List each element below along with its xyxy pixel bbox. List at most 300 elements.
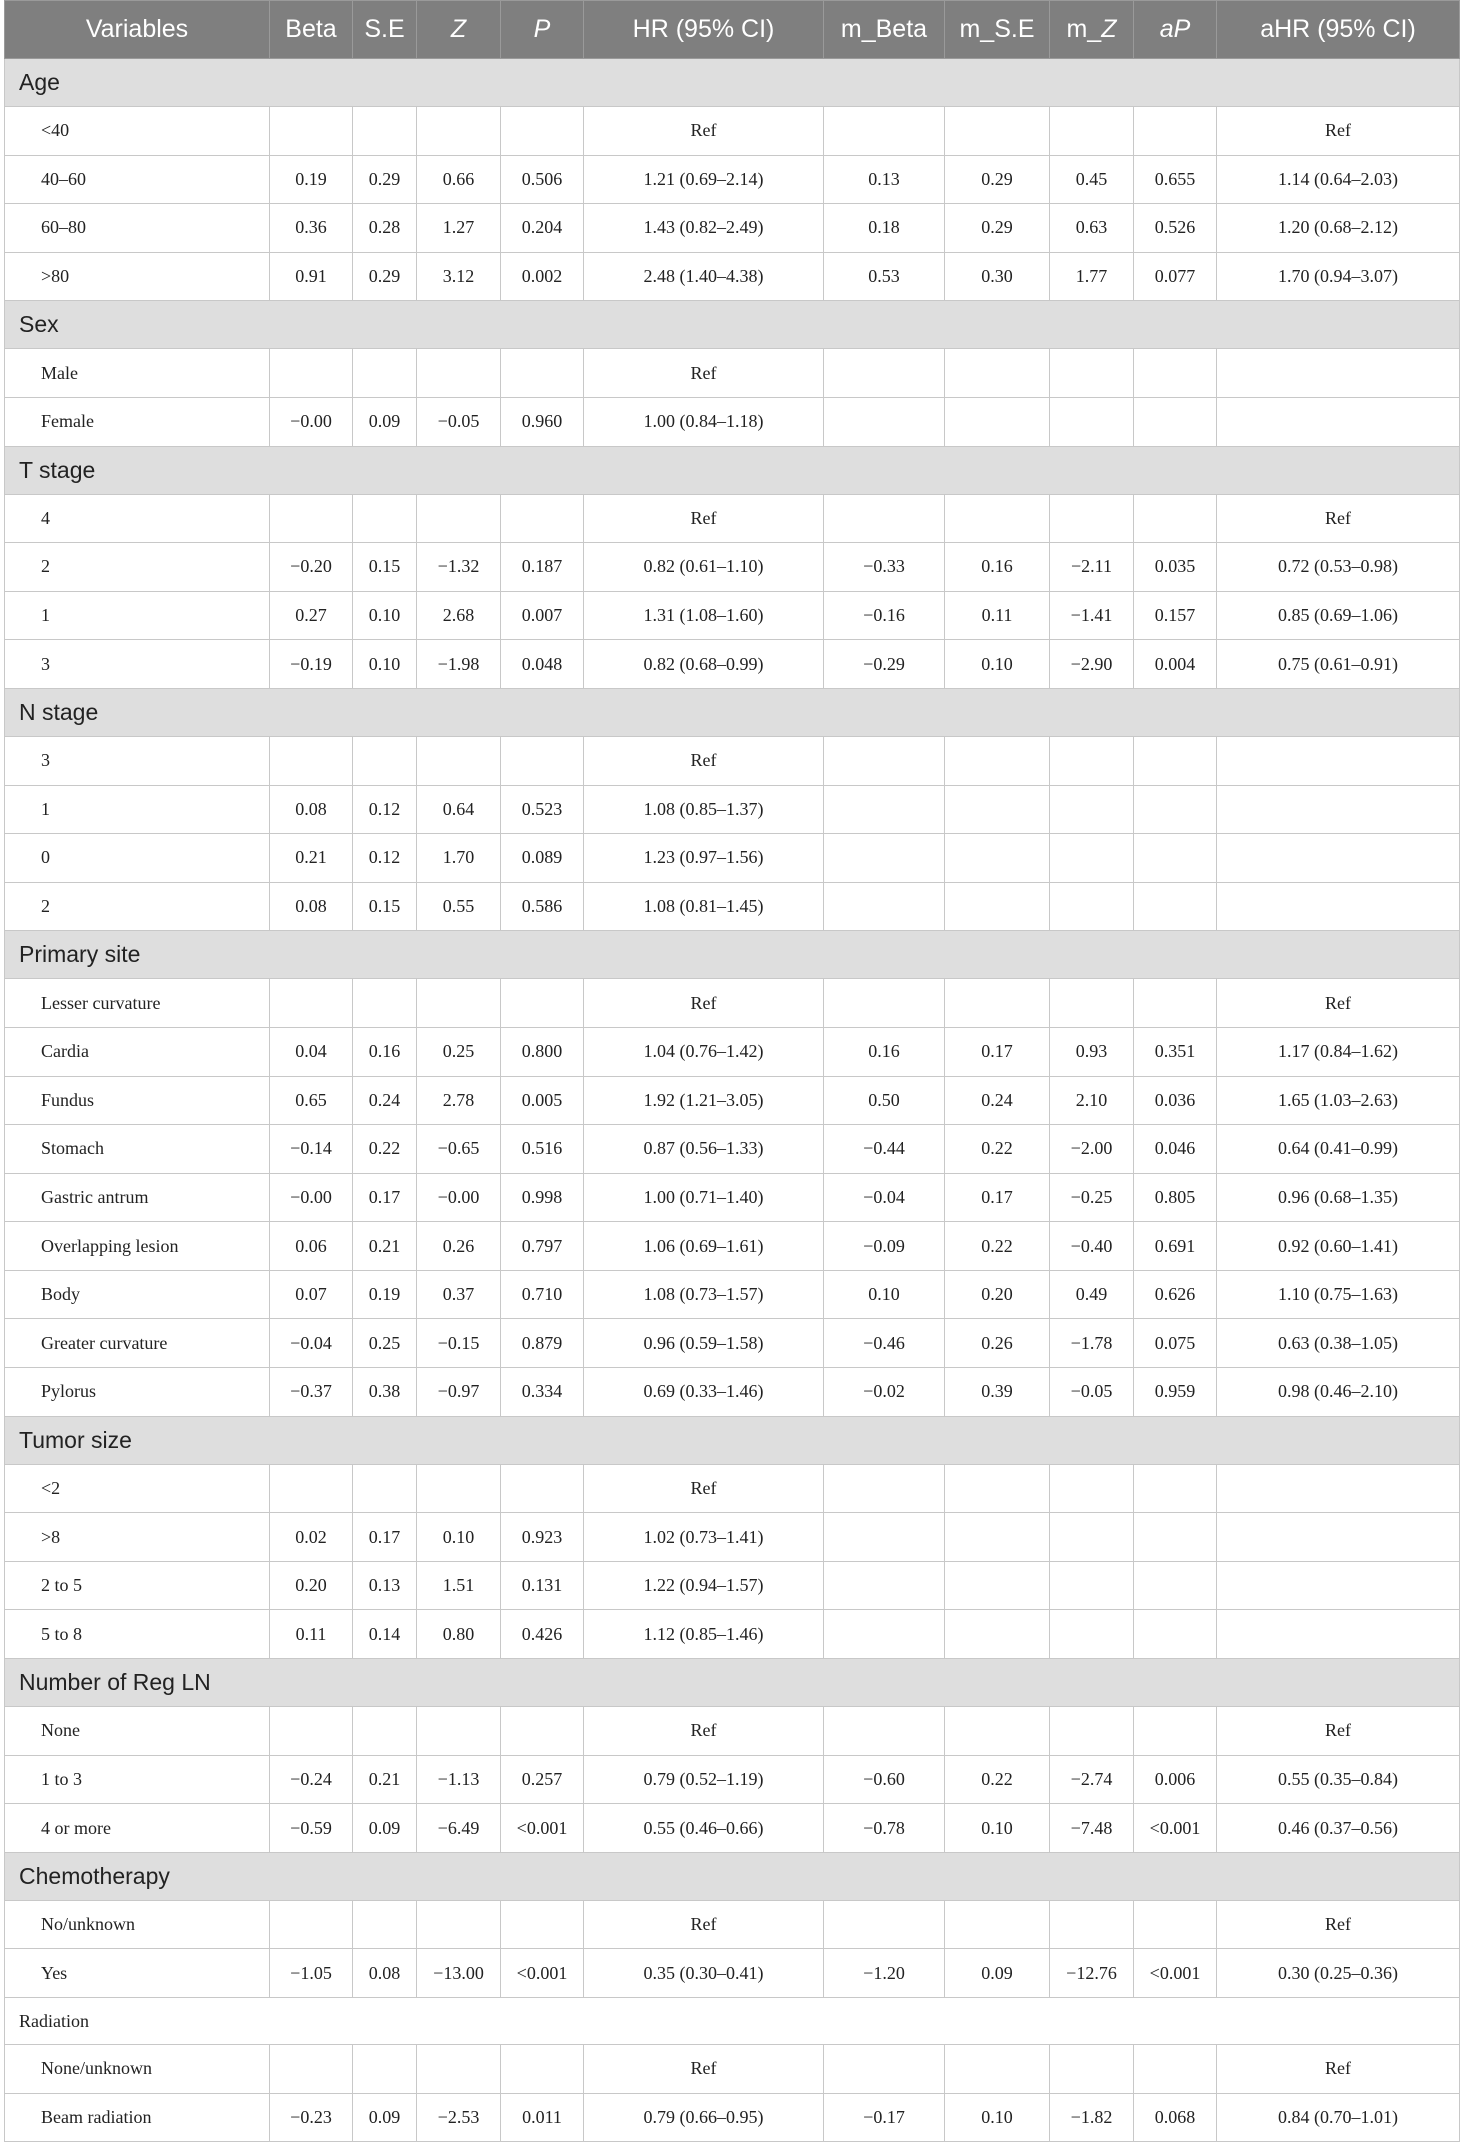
- cell-m-beta: −0.78: [824, 1804, 945, 1853]
- cell-ap: 0.626: [1134, 1270, 1217, 1319]
- cell-se: 0.24: [353, 1076, 417, 1125]
- cell-se: 0.25: [353, 1319, 417, 1368]
- cell-m-se: [945, 979, 1050, 1028]
- cell-p: 0.523: [501, 785, 584, 834]
- cell-z: 2.78: [417, 1076, 501, 1125]
- cell-z: [417, 494, 501, 543]
- cell-m-se: 0.29: [945, 204, 1050, 253]
- cell-m-beta: [824, 785, 945, 834]
- cell-z: −2.53: [417, 2093, 501, 2142]
- section-title: N stage: [5, 688, 1460, 736]
- cell-p: 0.005: [501, 1076, 584, 1125]
- cell-ap: 0.805: [1134, 1173, 1217, 1222]
- cell-hr: 0.96 (0.59–1.58): [584, 1319, 824, 1368]
- cell-beta: −0.24: [270, 1755, 353, 1804]
- cell-hr: 0.82 (0.61–1.10): [584, 543, 824, 592]
- cell-p: 0.204: [501, 204, 584, 253]
- row-label: <2: [5, 1464, 270, 1513]
- cell-ap: 0.077: [1134, 252, 1217, 301]
- cell-se: [353, 349, 417, 398]
- table-row: [5, 785, 1460, 834]
- cell-beta: 0.07: [270, 1270, 353, 1319]
- section-row: [5, 59, 1460, 107]
- cell-ahr: Ref: [1217, 2045, 1460, 2094]
- header-ap: aP: [1134, 1, 1217, 59]
- table-row: [5, 155, 1460, 204]
- section-title: Number of Reg LN: [5, 1659, 1460, 1707]
- cell-beta: [270, 736, 353, 785]
- row-label: Lesser curvature: [5, 979, 270, 1028]
- row-label: 4: [5, 494, 270, 543]
- table-row: [5, 591, 1460, 640]
- header-p: P: [501, 1, 584, 59]
- cell-beta: [270, 1464, 353, 1513]
- cell-p: <0.001: [501, 1949, 584, 1998]
- section-row: [5, 446, 1460, 494]
- cell-beta: 0.02: [270, 1513, 353, 1562]
- cell-z: 0.66: [417, 155, 501, 204]
- cell-ap: [1134, 736, 1217, 785]
- cell-beta: 0.11: [270, 1610, 353, 1659]
- cell-z: 3.12: [417, 252, 501, 301]
- cell-ahr: [1217, 1561, 1460, 1610]
- cell-beta: −0.14: [270, 1125, 353, 1174]
- table-row: [5, 1949, 1460, 1998]
- cell-ahr: Ref: [1217, 1707, 1460, 1756]
- cell-m-se: 0.11: [945, 591, 1050, 640]
- cell-ap: [1134, 349, 1217, 398]
- cell-z: [417, 2045, 501, 2094]
- cell-ap: 0.068: [1134, 2093, 1217, 2142]
- cell-z: 0.55: [417, 882, 501, 931]
- cell-ahr: 0.84 (0.70–1.01): [1217, 2093, 1460, 2142]
- cell-beta: −0.19: [270, 640, 353, 689]
- cell-m-se: 0.30: [945, 252, 1050, 301]
- cell-m-beta: 0.10: [824, 1270, 945, 1319]
- cell-z: [417, 736, 501, 785]
- cell-m-se: [945, 397, 1050, 446]
- cell-m-beta: [824, 2045, 945, 2094]
- cell-m-se: 0.39: [945, 1368, 1050, 1417]
- cell-ap: [1134, 2045, 1217, 2094]
- cell-p: [501, 1464, 584, 1513]
- row-label: 1: [5, 591, 270, 640]
- cell-m-beta: −0.17: [824, 2093, 945, 2142]
- row-label: 2 to 5: [5, 1561, 270, 1610]
- cell-hr: Ref: [584, 107, 824, 156]
- cell-hr: Ref: [584, 1900, 824, 1949]
- cell-z: 1.51: [417, 1561, 501, 1610]
- cell-m-z: 0.63: [1050, 204, 1134, 253]
- cell-z: 2.68: [417, 591, 501, 640]
- cell-m-z: −0.40: [1050, 1222, 1134, 1271]
- cell-m-beta: 0.18: [824, 204, 945, 253]
- cell-beta: −0.59: [270, 1804, 353, 1853]
- cell-m-z: −2.90: [1050, 640, 1134, 689]
- cell-ahr: Ref: [1217, 107, 1460, 156]
- cell-m-se: [945, 1561, 1050, 1610]
- cell-m-beta: [824, 979, 945, 1028]
- cell-se: [353, 736, 417, 785]
- table-row: [5, 1270, 1460, 1319]
- cell-m-z: −0.05: [1050, 1368, 1134, 1417]
- cell-ahr: 1.20 (0.68–2.12): [1217, 204, 1460, 253]
- cell-ahr: 0.75 (0.61–0.91): [1217, 640, 1460, 689]
- cell-z: 0.26: [417, 1222, 501, 1271]
- section-title: Tumor size: [5, 1416, 1460, 1464]
- cell-z: −1.13: [417, 1755, 501, 1804]
- cell-ap: [1134, 1513, 1217, 1562]
- table-row: [5, 349, 1460, 398]
- cell-hr: 1.12 (0.85–1.46): [584, 1610, 824, 1659]
- cell-m-z: [1050, 1561, 1134, 1610]
- row-label: Yes: [5, 1949, 270, 1998]
- row-label: Gastric antrum: [5, 1173, 270, 1222]
- cell-se: 0.14: [353, 1610, 417, 1659]
- cell-hr: 1.08 (0.85–1.37): [584, 785, 824, 834]
- cell-se: 0.09: [353, 1804, 417, 1853]
- cell-se: 0.28: [353, 204, 417, 253]
- cell-m-beta: −0.29: [824, 640, 945, 689]
- cell-ahr: [1217, 785, 1460, 834]
- cell-hr: 1.06 (0.69–1.61): [584, 1222, 824, 1271]
- cell-p: 0.002: [501, 252, 584, 301]
- table-row: [5, 1125, 1460, 1174]
- header-m-se: m_S.E: [945, 1, 1050, 59]
- cell-se: 0.09: [353, 397, 417, 446]
- cell-beta: −0.23: [270, 2093, 353, 2142]
- cell-beta: [270, 107, 353, 156]
- cell-m-beta: [824, 1561, 945, 1610]
- cell-m-z: [1050, 1610, 1134, 1659]
- cell-m-se: 0.16: [945, 543, 1050, 592]
- cell-m-z: [1050, 397, 1134, 446]
- cell-ap: [1134, 1464, 1217, 1513]
- cell-m-se: [945, 1513, 1050, 1562]
- cell-p: 0.586: [501, 882, 584, 931]
- cell-ap: [1134, 1561, 1217, 1610]
- section-title: Chemotherapy: [5, 1852, 1460, 1900]
- cell-p: 0.506: [501, 155, 584, 204]
- row-label: 40–60: [5, 155, 270, 204]
- cell-se: 0.08: [353, 1949, 417, 1998]
- cell-hr: 1.92 (1.21–3.05): [584, 1076, 824, 1125]
- cell-m-beta: 0.16: [824, 1027, 945, 1076]
- cell-se: 0.21: [353, 1755, 417, 1804]
- cell-m-z: 0.93: [1050, 1027, 1134, 1076]
- cell-ahr: 0.46 (0.37–0.56): [1217, 1804, 1460, 1853]
- cell-hr: Ref: [584, 736, 824, 785]
- cell-beta: 0.04: [270, 1027, 353, 1076]
- cell-p: [501, 1900, 584, 1949]
- cell-z: [417, 349, 501, 398]
- cell-hr: 0.82 (0.68–0.99): [584, 640, 824, 689]
- cell-ap: [1134, 1707, 1217, 1756]
- cell-beta: 0.19: [270, 155, 353, 204]
- row-label: Fundus: [5, 1076, 270, 1125]
- cell-m-se: [945, 1900, 1050, 1949]
- cell-z: [417, 107, 501, 156]
- table-row: [5, 1804, 1460, 1853]
- cell-m-beta: [824, 1707, 945, 1756]
- cell-z: −13.00: [417, 1949, 501, 1998]
- cell-p: 0.089: [501, 834, 584, 883]
- cell-m-beta: 0.50: [824, 1076, 945, 1125]
- table-row: [5, 1755, 1460, 1804]
- cell-p: <0.001: [501, 1804, 584, 1853]
- cell-m-z: [1050, 107, 1134, 156]
- cell-beta: 0.06: [270, 1222, 353, 1271]
- cell-ap: <0.001: [1134, 1949, 1217, 1998]
- cell-beta: [270, 349, 353, 398]
- cell-z: 0.64: [417, 785, 501, 834]
- cell-z: −1.98: [417, 640, 501, 689]
- cell-ap: [1134, 1900, 1217, 1949]
- row-label: 1 to 3: [5, 1755, 270, 1804]
- cell-ahr: [1217, 1610, 1460, 1659]
- cell-z: −1.32: [417, 543, 501, 592]
- cell-ahr: 0.63 (0.38–1.05): [1217, 1319, 1460, 1368]
- table-row: [5, 252, 1460, 301]
- cell-ahr: [1217, 736, 1460, 785]
- header-beta: Beta: [270, 1, 353, 59]
- cell-ahr: 0.98 (0.46–2.10): [1217, 1368, 1460, 1417]
- cell-ap: 0.526: [1134, 204, 1217, 253]
- cell-se: [353, 494, 417, 543]
- cell-p: [501, 736, 584, 785]
- cell-beta: −0.00: [270, 1173, 353, 1222]
- cell-ap: [1134, 785, 1217, 834]
- cell-beta: 0.08: [270, 785, 353, 834]
- row-label: 3: [5, 640, 270, 689]
- row-label: Overlapping lesion: [5, 1222, 270, 1271]
- table-row: [5, 397, 1460, 446]
- table-row: [5, 494, 1460, 543]
- cell-m-z: −1.78: [1050, 1319, 1134, 1368]
- cell-se: 0.38: [353, 1368, 417, 1417]
- cell-m-beta: −0.44: [824, 1125, 945, 1174]
- cell-ahr: [1217, 349, 1460, 398]
- cell-z: −0.05: [417, 397, 501, 446]
- cell-z: −6.49: [417, 1804, 501, 1853]
- cell-p: 0.710: [501, 1270, 584, 1319]
- cell-p: 0.334: [501, 1368, 584, 1417]
- cell-m-beta: [824, 1513, 945, 1562]
- cell-hr: 0.35 (0.30–0.41): [584, 1949, 824, 1998]
- row-label: Pylorus: [5, 1368, 270, 1417]
- cell-m-se: 0.22: [945, 1222, 1050, 1271]
- header-se: S.E: [353, 1, 417, 59]
- cell-m-beta: −0.09: [824, 1222, 945, 1271]
- cell-z: [417, 1707, 501, 1756]
- cell-z: [417, 1900, 501, 1949]
- cell-beta: 0.08: [270, 882, 353, 931]
- cell-ap: 0.036: [1134, 1076, 1217, 1125]
- cell-hr: 0.87 (0.56–1.33): [584, 1125, 824, 1174]
- cell-ap: 0.691: [1134, 1222, 1217, 1271]
- cell-p: 0.131: [501, 1561, 584, 1610]
- cell-m-beta: −0.46: [824, 1319, 945, 1368]
- cell-se: 0.15: [353, 882, 417, 931]
- cell-m-z: −2.74: [1050, 1755, 1134, 1804]
- cell-hr: 0.69 (0.33–1.46): [584, 1368, 824, 1417]
- cell-ahr: [1217, 882, 1460, 931]
- cell-m-z: −12.76: [1050, 1949, 1134, 1998]
- cell-p: 0.007: [501, 591, 584, 640]
- cell-ap: 0.004: [1134, 640, 1217, 689]
- cell-m-z: [1050, 834, 1134, 883]
- table-row: [5, 107, 1460, 156]
- cell-z: 1.70: [417, 834, 501, 883]
- cell-p: [501, 107, 584, 156]
- cell-se: 0.13: [353, 1561, 417, 1610]
- cell-se: 0.15: [353, 543, 417, 592]
- section-row: [5, 1998, 1460, 2045]
- header-row: [5, 1, 1460, 59]
- cell-hr: 1.43 (0.82–2.49): [584, 204, 824, 253]
- cell-beta: 0.21: [270, 834, 353, 883]
- cell-se: [353, 1707, 417, 1756]
- cell-se: 0.21: [353, 1222, 417, 1271]
- table-row: [5, 979, 1460, 1028]
- cell-se: 0.10: [353, 640, 417, 689]
- cell-m-beta: [824, 834, 945, 883]
- cell-z: 0.10: [417, 1513, 501, 1562]
- cell-m-z: [1050, 1513, 1134, 1562]
- cell-m-z: 2.10: [1050, 1076, 1134, 1125]
- cell-m-z: −1.82: [1050, 2093, 1134, 2142]
- cell-p: 0.257: [501, 1755, 584, 1804]
- cell-hr: 1.02 (0.73–1.41): [584, 1513, 824, 1562]
- cell-hr: Ref: [584, 494, 824, 543]
- cell-z: [417, 1464, 501, 1513]
- table-row: [5, 834, 1460, 883]
- cell-m-se: [945, 882, 1050, 931]
- cell-m-se: [945, 1610, 1050, 1659]
- section-title: Sex: [5, 301, 1460, 349]
- table-row: [5, 2045, 1460, 2094]
- cell-m-se: 0.24: [945, 1076, 1050, 1125]
- section-title: Radiation: [5, 1998, 1460, 2045]
- cell-m-z: [1050, 1464, 1134, 1513]
- cell-m-z: 0.45: [1050, 155, 1134, 204]
- table-row: [5, 882, 1460, 931]
- cell-ahr: Ref: [1217, 979, 1460, 1028]
- section-title: T stage: [5, 446, 1460, 494]
- cell-se: [353, 107, 417, 156]
- cell-se: 0.12: [353, 785, 417, 834]
- cell-beta: [270, 1707, 353, 1756]
- row-label: Stomach: [5, 1125, 270, 1174]
- cell-ahr: 1.14 (0.64–2.03): [1217, 155, 1460, 204]
- cell-m-beta: 0.13: [824, 155, 945, 204]
- cell-z: 0.37: [417, 1270, 501, 1319]
- cell-m-se: 0.22: [945, 1125, 1050, 1174]
- cell-hr: 1.08 (0.73–1.57): [584, 1270, 824, 1319]
- cell-p: 0.960: [501, 397, 584, 446]
- table-row: [5, 1319, 1460, 1368]
- cell-beta: [270, 979, 353, 1028]
- cell-se: 0.29: [353, 252, 417, 301]
- cell-hr: 0.55 (0.46–0.66): [584, 1804, 824, 1853]
- cell-beta: 0.91: [270, 252, 353, 301]
- cell-ahr: 0.96 (0.68–1.35): [1217, 1173, 1460, 1222]
- table-row: [5, 1173, 1460, 1222]
- cell-p: 0.797: [501, 1222, 584, 1271]
- cell-p: 0.187: [501, 543, 584, 592]
- cell-m-se: 0.10: [945, 2093, 1050, 2142]
- cell-m-z: [1050, 979, 1134, 1028]
- cell-ahr: [1217, 1513, 1460, 1562]
- cell-p: 0.516: [501, 1125, 584, 1174]
- table-row: [5, 1222, 1460, 1271]
- cell-ap: [1134, 834, 1217, 883]
- cell-hr: Ref: [584, 349, 824, 398]
- cell-se: 0.12: [353, 834, 417, 883]
- cell-ahr: Ref: [1217, 494, 1460, 543]
- cell-m-beta: [824, 349, 945, 398]
- cell-z: [417, 979, 501, 1028]
- cell-m-z: −2.11: [1050, 543, 1134, 592]
- header-hr: HR (95% CI): [584, 1, 824, 59]
- cell-hr: 1.04 (0.76–1.42): [584, 1027, 824, 1076]
- cell-m-beta: [824, 107, 945, 156]
- cell-ap: [1134, 397, 1217, 446]
- section-row: [5, 931, 1460, 979]
- cell-m-se: 0.10: [945, 1804, 1050, 1853]
- cell-se: [353, 2045, 417, 2094]
- row-label: 2: [5, 882, 270, 931]
- cell-se: [353, 979, 417, 1028]
- cell-beta: 0.36: [270, 204, 353, 253]
- cell-ahr: 1.17 (0.84–1.62): [1217, 1027, 1460, 1076]
- cell-ahr: 0.64 (0.41–0.99): [1217, 1125, 1460, 1174]
- table-row: [5, 1027, 1460, 1076]
- cell-z: 0.80: [417, 1610, 501, 1659]
- header-m-z: m_Z: [1050, 1, 1134, 59]
- cell-ahr: 1.65 (1.03–2.63): [1217, 1076, 1460, 1125]
- cell-m-se: 0.17: [945, 1173, 1050, 1222]
- cell-ap: 0.157: [1134, 591, 1217, 640]
- cell-se: 0.29: [353, 155, 417, 204]
- cell-ap: 0.351: [1134, 1027, 1217, 1076]
- cell-beta: −1.05: [270, 1949, 353, 1998]
- table-row: [5, 640, 1460, 689]
- regression-table: [4, 0, 1460, 2142]
- cell-m-z: [1050, 785, 1134, 834]
- cell-hr: Ref: [584, 979, 824, 1028]
- cell-m-beta: [824, 736, 945, 785]
- cell-hr: 1.00 (0.71–1.40): [584, 1173, 824, 1222]
- cell-m-z: −1.41: [1050, 591, 1134, 640]
- cell-se: 0.17: [353, 1513, 417, 1562]
- cell-ahr: 0.85 (0.69–1.06): [1217, 591, 1460, 640]
- cell-hr: 0.79 (0.52–1.19): [584, 1755, 824, 1804]
- table-row: [5, 1076, 1460, 1125]
- cell-ahr: [1217, 834, 1460, 883]
- section-row: [5, 1659, 1460, 1707]
- cell-m-beta: [824, 882, 945, 931]
- cell-m-se: 0.09: [945, 1949, 1050, 1998]
- cell-p: [501, 979, 584, 1028]
- cell-ahr: 0.55 (0.35–0.84): [1217, 1755, 1460, 1804]
- cell-ap: [1134, 494, 1217, 543]
- cell-m-z: [1050, 349, 1134, 398]
- cell-m-beta: [824, 1610, 945, 1659]
- row-label: Female: [5, 397, 270, 446]
- cell-ap: <0.001: [1134, 1804, 1217, 1853]
- cell-m-se: 0.26: [945, 1319, 1050, 1368]
